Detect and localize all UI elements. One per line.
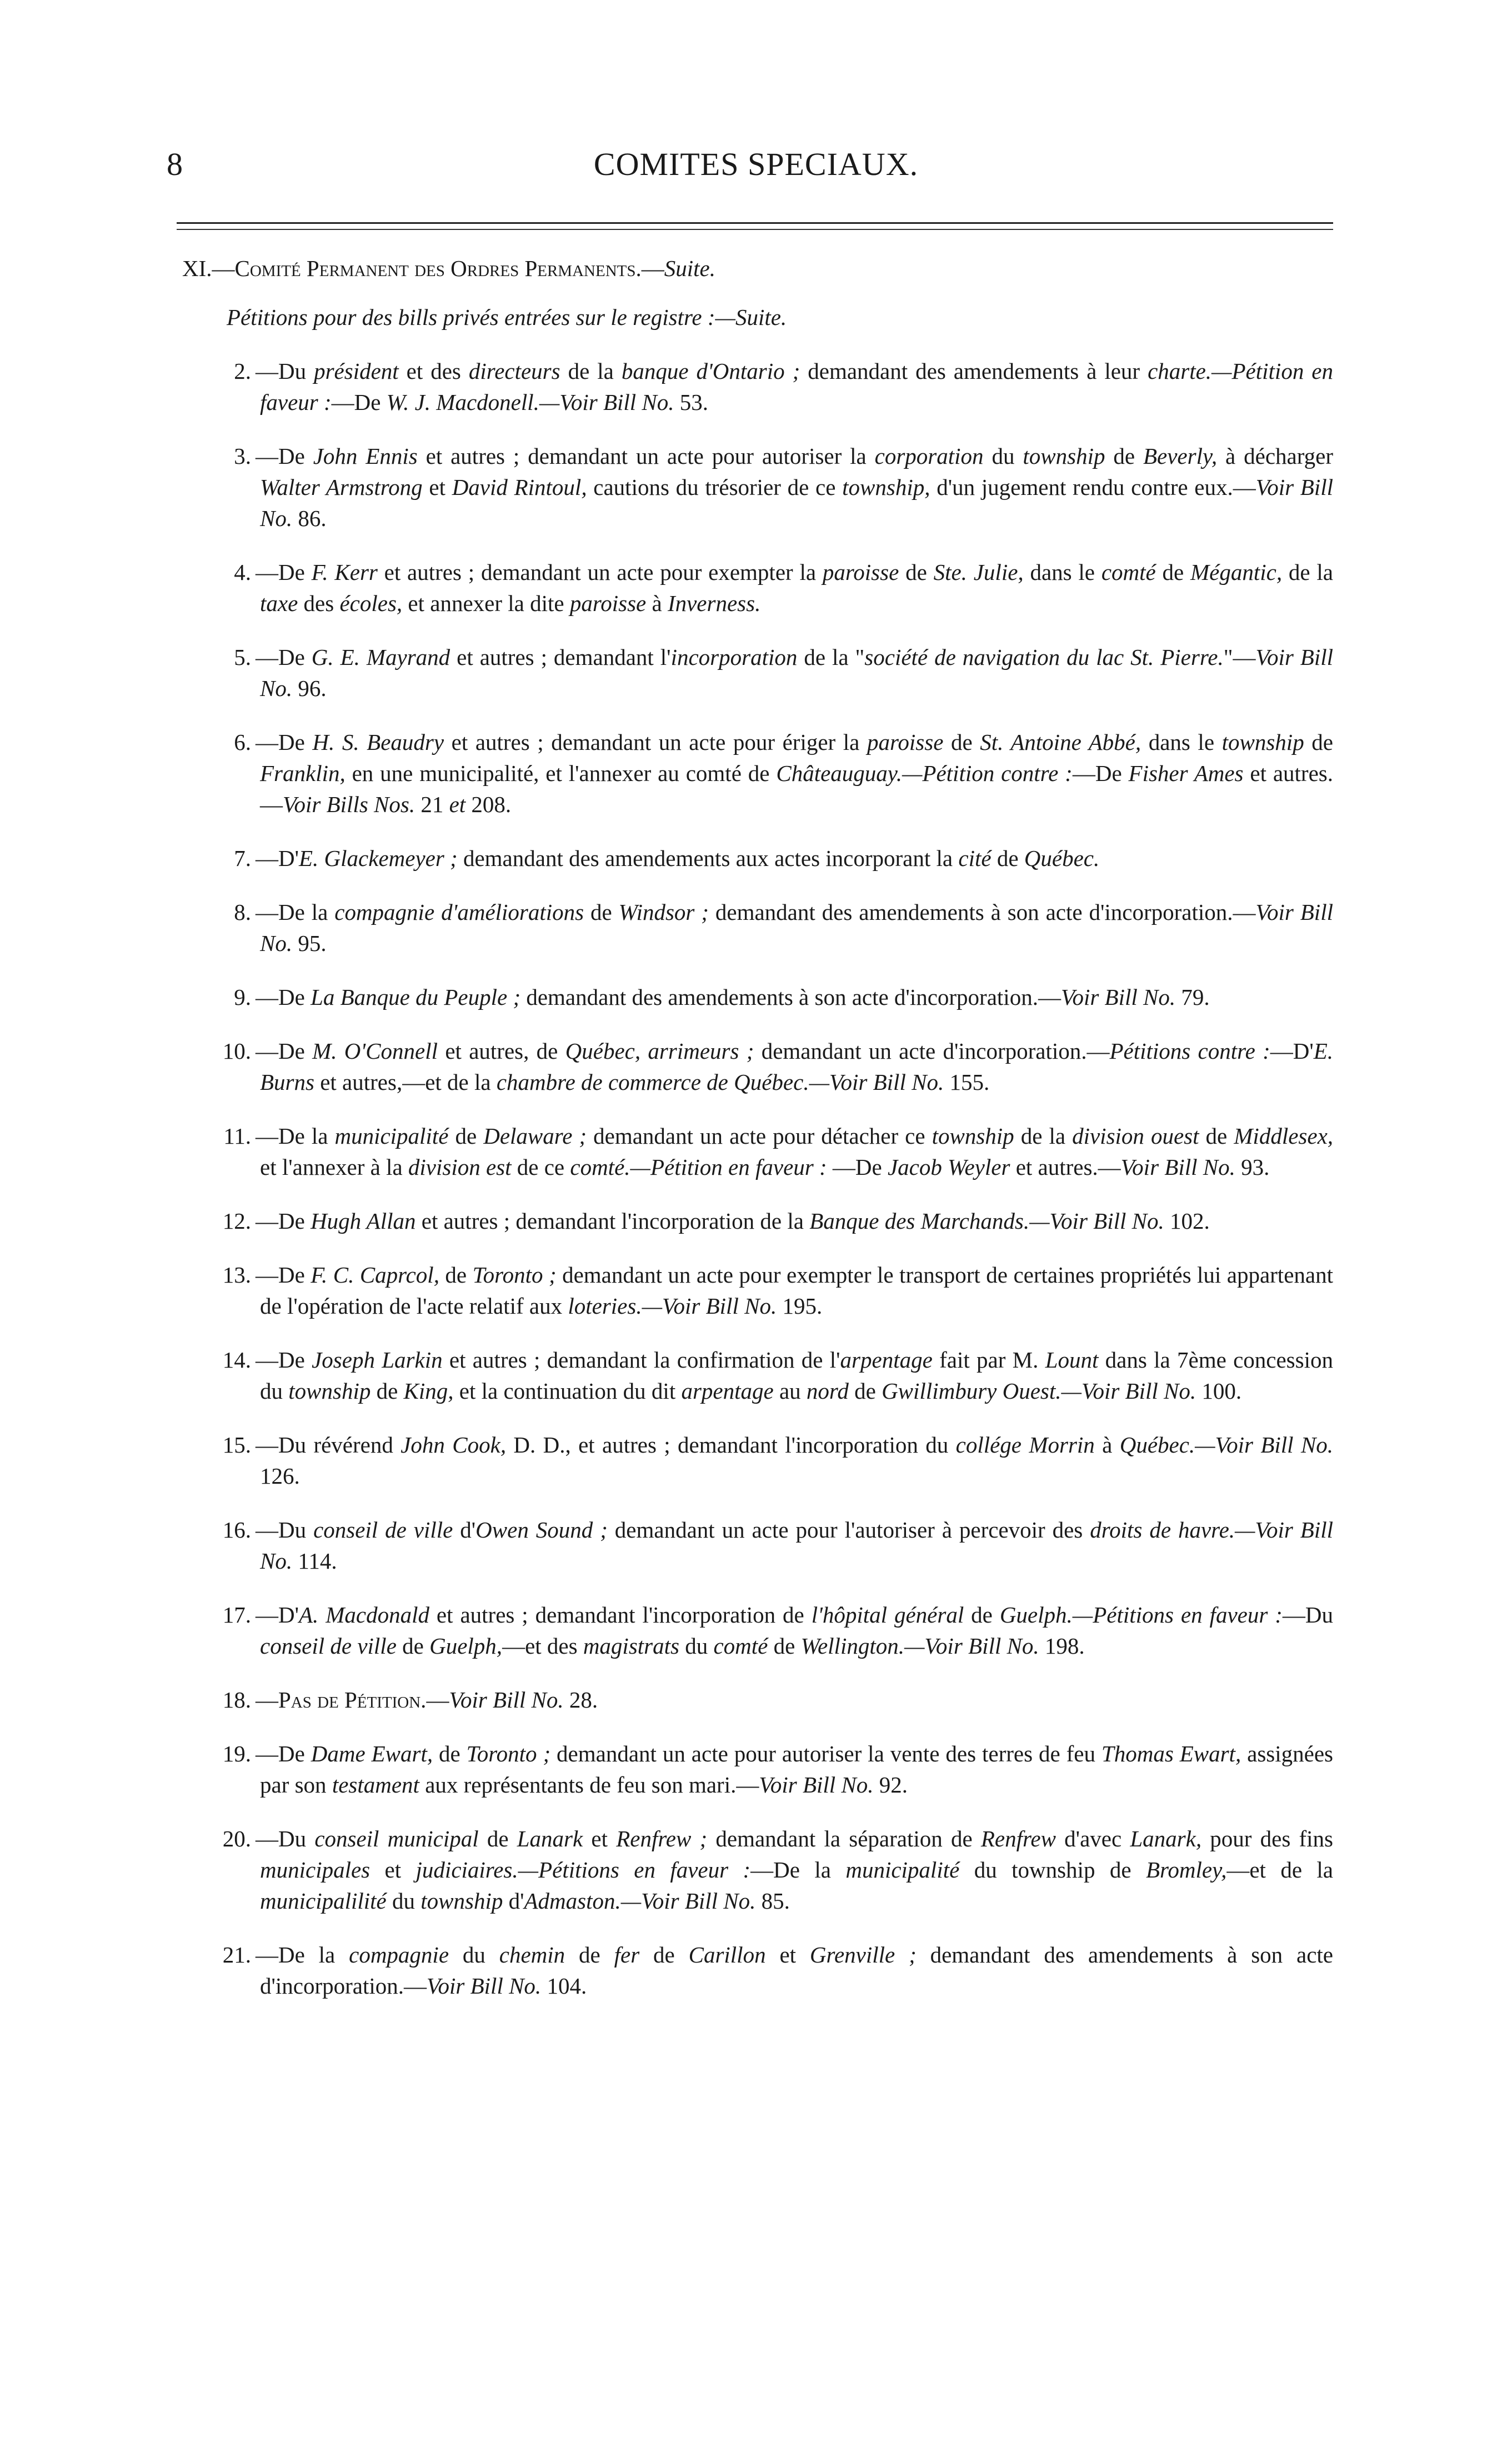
- petition-item: [177, 1823, 1333, 1916]
- item-text: corporation: [874, 443, 984, 469]
- item-text: Lanark,: [1130, 1826, 1202, 1851]
- item-text: Guelph,: [429, 1633, 503, 1659]
- item-text: M. O'Connell: [312, 1038, 438, 1064]
- item-text: Fisher Ames: [1128, 760, 1244, 786]
- item-text: et: [449, 792, 466, 817]
- item-number: 17.: [222, 1602, 251, 1628]
- item-number: 11.: [223, 1123, 251, 1149]
- petition-list: [177, 356, 1333, 2001]
- item-text: comté.—Pétition en faveur :: [570, 1154, 827, 1180]
- item-text: Gwillimbury Ouest.—Voir Bill No.: [882, 1378, 1196, 1404]
- item-text: 155.: [944, 1069, 990, 1095]
- item-text: G. E. Mayrand: [311, 644, 450, 670]
- item-text: 85.: [755, 1888, 790, 1914]
- item-text: d'un jugement rendu contre eux.—: [930, 474, 1256, 500]
- item-text: et autres ; demandant l'incorporation de: [429, 1602, 812, 1628]
- item-text: Voir Bill No.: [1120, 1154, 1235, 1180]
- item-number: 21.: [222, 1942, 251, 1968]
- item-text: —De: [256, 1347, 312, 1373]
- item-text: —De la: [256, 1123, 335, 1149]
- item-text: Jacob Weyler: [887, 1154, 1010, 1180]
- item-text: taxe: [260, 590, 298, 616]
- item-text: et: [583, 1826, 617, 1851]
- item-text: —De: [256, 1038, 313, 1064]
- item-text: —De la: [256, 899, 335, 925]
- item-text: Voir Bill No.: [759, 1772, 874, 1798]
- item-text: et la continuation du dit: [453, 1378, 682, 1404]
- item-text: E. Glackemeyer ;: [299, 845, 458, 871]
- item-text: de: [565, 1942, 614, 1968]
- item-text: demandant un acte pour exempter le transport de certaines propriétés lui appartenant de l'opération de l'acte relatif aux: [260, 1262, 1333, 1319]
- item-text: W. J. Macdonell.—Voir Bill No.: [386, 389, 674, 415]
- item-text: demandant un acte pour détacher ce: [587, 1123, 932, 1149]
- petition-item: [177, 1599, 1333, 1661]
- item-text: Voir Bills Nos.: [283, 792, 415, 817]
- item-text: cité: [958, 845, 992, 871]
- item-text: demandant des amendements à leur: [800, 358, 1148, 384]
- item-text: —D': [1270, 1038, 1314, 1064]
- item-number: 9.: [234, 984, 251, 1010]
- item-number: 15.: [222, 1432, 251, 1458]
- item-text: —D': [256, 845, 299, 871]
- item-text: de: [584, 899, 619, 925]
- item-text: et l'annexer à la: [260, 1154, 408, 1180]
- item-text: testament: [332, 1772, 419, 1798]
- petition-item: [177, 356, 1333, 418]
- item-text: John Cook,: [400, 1432, 507, 1458]
- item-text: demandant un acte pour l'autoriser à percevoir des: [607, 1517, 1090, 1543]
- petition-item: [177, 727, 1333, 820]
- item-text: F. C. Caprcol,: [311, 1262, 439, 1288]
- item-number: 7.: [234, 845, 251, 871]
- item-text: Voir Bill No.: [260, 644, 1334, 701]
- item-text: et autres.—: [1010, 1154, 1121, 1180]
- item-text: demandant des amendements à son acte d'incorporation.—: [708, 899, 1256, 925]
- item-text: —Du: [256, 1517, 314, 1543]
- item-text: et: [765, 1942, 810, 1968]
- item-text: 208.: [465, 792, 512, 817]
- item-text: Carillon: [688, 1942, 766, 1968]
- item-text: et autres ; demandant la confirmation de l': [442, 1347, 840, 1373]
- subheading: Pétitions pour des bills privés entrées sur le registre :—Suite.: [227, 304, 787, 330]
- item-text: dans la 7ème concession du: [260, 1347, 1333, 1404]
- item-text: Banque des Marchands.—Voir Bill No.: [809, 1208, 1164, 1234]
- item-text: et autres ; demandant l'incorporation de la: [415, 1208, 810, 1234]
- page-number: 8: [167, 146, 183, 182]
- item-text: de: [964, 1602, 1000, 1628]
- item-text: à: [1094, 1432, 1120, 1458]
- item-text: et autres ; demandant un acte pour exempter la: [377, 559, 823, 585]
- item-text: chambre de commerce de Québec.—Voir Bill No.: [496, 1069, 944, 1095]
- item-text: township: [1023, 443, 1105, 469]
- item-text: Voir Bill No.: [449, 1687, 564, 1713]
- item-text: —De: [331, 389, 387, 415]
- item-text: 92.: [873, 1772, 908, 1798]
- item-number: 14.: [222, 1347, 251, 1373]
- item-text: Québec, arrimeurs ;: [565, 1038, 754, 1064]
- item-text: et autres ; demandant l': [450, 644, 671, 670]
- item-text: —Du: [256, 358, 314, 384]
- item-text: paroisse: [822, 559, 899, 585]
- petition-item: [177, 1514, 1333, 1576]
- item-text: et annexer la dite: [402, 590, 570, 616]
- item-text: 86.: [292, 505, 327, 531]
- item-text: droits de havre.—Voir Bill No.: [260, 1517, 1333, 1574]
- item-text: Châteauguay.—Pétition contre :: [776, 760, 1073, 786]
- item-text: Toronto ;: [466, 1741, 551, 1766]
- item-text: Joseph Larkin: [312, 1347, 443, 1373]
- item-text: Windsor ;: [618, 899, 709, 925]
- petition-item: [177, 1205, 1333, 1236]
- item-text: —et des: [502, 1633, 583, 1659]
- item-text: F. Kerr: [311, 559, 378, 585]
- item-text: township: [288, 1378, 371, 1404]
- item-text: township: [420, 1888, 503, 1914]
- item-text: —De la: [750, 1857, 846, 1883]
- item-text: Walter Armstrong: [260, 474, 423, 500]
- item-text: 126.: [260, 1463, 300, 1489]
- item-text: président: [314, 358, 399, 384]
- item-text: charte.—Pétition en faveur :: [260, 358, 1333, 415]
- item-text: 96.: [292, 675, 327, 701]
- item-text: à décharger: [1217, 443, 1334, 469]
- item-text: 79.: [1175, 984, 1210, 1010]
- petition-item: [177, 557, 1333, 619]
- item-text: 114.: [292, 1548, 337, 1574]
- item-text: nord: [806, 1378, 849, 1404]
- item-text: de ce: [511, 1154, 570, 1180]
- item-text: 21: [415, 792, 449, 817]
- item-text: de: [639, 1942, 689, 1968]
- item-text: E. Burns: [260, 1038, 1334, 1095]
- item-text: division est: [408, 1154, 512, 1180]
- item-text: township: [932, 1123, 1014, 1149]
- item-text: Beverly,: [1143, 443, 1218, 469]
- item-text: Wellington.—Voir Bill No.: [800, 1633, 1039, 1659]
- item-text: Voir Bill No.: [427, 1973, 542, 1999]
- item-text: municipalité: [334, 1123, 449, 1149]
- item-text: de: [1304, 729, 1333, 755]
- item-number: 19.: [222, 1741, 251, 1766]
- item-text: compagnie: [349, 1942, 449, 1968]
- item-text: "—: [1223, 644, 1256, 670]
- petition-item: [177, 1738, 1333, 1800]
- item-text: de: [1155, 559, 1191, 585]
- item-number: 8.: [234, 899, 251, 925]
- item-text: incorporation: [670, 644, 798, 670]
- item-text: —De: [256, 559, 312, 585]
- item-text: à: [646, 590, 668, 616]
- item-text: judiciaires.—Pétitions en faveur :: [415, 1857, 751, 1883]
- item-text: et: [370, 1857, 416, 1883]
- item-text: dans le: [1141, 729, 1222, 755]
- item-text: —Du révérend: [256, 1432, 401, 1458]
- item-text: Admaston.—Voir Bill No.: [524, 1888, 756, 1914]
- item-text: cautions du trésorier de ce: [587, 474, 843, 500]
- item-text: d'avec: [1055, 1826, 1130, 1851]
- item-text: d': [503, 1888, 524, 1914]
- petition-item: [177, 1344, 1333, 1406]
- item-text: Pas de Pétition.: [278, 1687, 427, 1713]
- item-text: —De la: [256, 1942, 349, 1968]
- item-text: Guelph.—Pétitions en faveur :: [999, 1602, 1283, 1628]
- item-text: demandant des amendements aux actes incorporant la: [457, 845, 959, 871]
- item-text: Voir Bill No.: [1060, 984, 1176, 1010]
- item-text: d': [453, 1517, 476, 1543]
- item-text: comté: [713, 1633, 768, 1659]
- item-text: —: [256, 1687, 278, 1713]
- item-text: directeurs: [468, 358, 560, 384]
- item-text: société de navigation du lac St. Pierre.: [864, 644, 1224, 670]
- item-text: —Du: [1282, 1602, 1334, 1628]
- item-text: —De: [256, 729, 313, 755]
- item-text: Owen Sound ;: [475, 1517, 608, 1543]
- item-number: 6.: [234, 729, 251, 755]
- item-text: —De: [256, 1208, 311, 1234]
- item-text: H. S. Beaudry: [312, 729, 444, 755]
- item-text: magistrats: [583, 1633, 679, 1659]
- item-text: et autres ; demandant un acte pour autoriser la: [417, 443, 875, 469]
- item-text: 102.: [1164, 1208, 1210, 1234]
- item-text: du: [386, 1888, 421, 1914]
- item-text: D. D., et autres ; demandant l'incorporation du: [506, 1432, 956, 1458]
- item-text: Lount: [1045, 1347, 1099, 1373]
- item-text: Renfrew ;: [616, 1826, 708, 1851]
- item-text: de: [1199, 1123, 1234, 1149]
- running-head: COMITES SPECIAUX.: [593, 146, 919, 182]
- item-text: Middlesex,: [1234, 1123, 1334, 1149]
- item-text: de: [768, 1633, 801, 1659]
- item-text: division ouest: [1072, 1123, 1199, 1149]
- item-text: municipalilité: [260, 1888, 387, 1914]
- item-text: Dame Ewart,: [311, 1741, 433, 1766]
- item-text: Voir Bill No.: [260, 899, 1333, 956]
- petition-item: [177, 1035, 1333, 1098]
- item-text: Pétitions contre :: [1109, 1038, 1270, 1064]
- petition-item: [177, 1259, 1333, 1321]
- item-text: conseil municipal: [314, 1826, 479, 1851]
- petition-item: [177, 1684, 1333, 1715]
- item-text: conseil de ville: [260, 1633, 397, 1659]
- item-text: arpentage: [681, 1378, 774, 1404]
- item-text: de: [478, 1826, 517, 1851]
- item-text: banque d'Ontario ;: [621, 358, 800, 384]
- item-text: de: [1105, 443, 1143, 469]
- item-text: en une municipalité, et l'annexer au comté de: [345, 760, 777, 786]
- item-text: Québec.: [1024, 845, 1100, 871]
- petition-item: [177, 897, 1333, 959]
- item-text: Hugh Allan: [311, 1208, 416, 1234]
- item-text: —D': [256, 1602, 299, 1628]
- item-text: loteries.—Voir Bill No.: [568, 1293, 777, 1319]
- item-text: du: [983, 443, 1023, 469]
- item-text: King,: [403, 1378, 454, 1404]
- petition-item: [177, 642, 1333, 704]
- item-text: demandant des amendements à son acte d'incorporation.—: [520, 984, 1061, 1010]
- item-text: de la: [1014, 1123, 1073, 1149]
- item-number: 4.: [234, 559, 251, 585]
- petition-item: [177, 440, 1333, 534]
- item-number: 16.: [222, 1517, 251, 1543]
- item-text: —De: [256, 1262, 311, 1288]
- item-text: St. Antoine Abbé,: [980, 729, 1141, 755]
- item-text: de: [848, 1378, 882, 1404]
- header-rule: [177, 222, 1333, 230]
- item-number: 3.: [234, 443, 251, 469]
- item-text: Renfrew: [980, 1826, 1056, 1851]
- item-text: 198.: [1039, 1633, 1085, 1659]
- petition-item: [177, 982, 1333, 1013]
- item-text: compagnie d'améliorations: [334, 899, 584, 925]
- page-body: [177, 253, 1333, 2021]
- item-text: du: [679, 1633, 714, 1659]
- item-text: Québec.—Voir Bill No.: [1119, 1432, 1333, 1458]
- item-text: —De: [256, 984, 311, 1010]
- item-text: et autres.—: [260, 760, 1333, 817]
- item-text: Delaware ;: [483, 1123, 587, 1149]
- item-text: —et de la: [1226, 1857, 1333, 1883]
- item-text: de: [991, 845, 1024, 871]
- item-text: de la ": [797, 644, 865, 670]
- item-text: et autres,—et de la: [314, 1069, 497, 1095]
- item-text: Franklin,: [260, 760, 346, 786]
- item-text: —De: [827, 1154, 888, 1180]
- item-text: Toronto ;: [472, 1262, 557, 1288]
- item-text: écoles,: [339, 590, 403, 616]
- item-number: 10.: [222, 1038, 251, 1064]
- item-text: des: [298, 590, 340, 616]
- item-text: de: [433, 1741, 467, 1766]
- item-text: —De: [256, 1741, 311, 1766]
- petition-item: [177, 1939, 1333, 2001]
- item-text: demandant un acte d'incorporation.—: [754, 1038, 1110, 1064]
- item-text: Voir Bill No.: [260, 474, 1333, 531]
- item-text: demandant des amendements à son acte d'incorporation.—: [260, 1942, 1334, 1999]
- item-text: fait par M.: [932, 1347, 1045, 1373]
- item-text: de la: [560, 358, 622, 384]
- item-text: municipales: [260, 1857, 371, 1883]
- item-text: municipalité: [845, 1857, 960, 1883]
- item-text: l'hôpital général: [811, 1602, 964, 1628]
- item-text: aux représentants de feu son mari.—: [419, 1772, 759, 1798]
- item-text: David Rintoul,: [452, 474, 587, 500]
- section-number: XI.: [182, 256, 212, 281]
- item-text: du township de: [959, 1857, 1146, 1883]
- item-text: Lanark: [517, 1826, 583, 1851]
- item-text: demandant la séparation de: [707, 1826, 981, 1851]
- item-text: 104.: [541, 1973, 587, 1999]
- item-number: 12.: [222, 1208, 251, 1234]
- petition-item: [177, 843, 1333, 874]
- item-text: 28.: [563, 1687, 598, 1713]
- item-number: 5.: [234, 644, 251, 670]
- item-text: demandant un acte pour autoriser la vente des terres de feu: [550, 1741, 1102, 1766]
- item-number: 13.: [222, 1262, 251, 1288]
- item-text: Bromley,: [1145, 1857, 1227, 1883]
- item-text: comté: [1101, 559, 1156, 585]
- item-text: John Ennis: [313, 443, 418, 469]
- item-text: 95.: [292, 930, 327, 956]
- item-text: assignées par son: [260, 1741, 1333, 1798]
- item-text: pour des fins: [1201, 1826, 1334, 1851]
- item-text: township: [1221, 729, 1304, 755]
- item-text: de: [439, 1262, 473, 1288]
- item-text: de: [371, 1378, 404, 1404]
- item-text: —: [426, 1687, 449, 1713]
- item-text: collége Morrin: [955, 1432, 1095, 1458]
- petition-item: [177, 1429, 1333, 1491]
- item-text: de la: [1282, 559, 1333, 585]
- section-title: Comité Permanent des Ordres Permanents.: [234, 256, 642, 281]
- item-text: Mégantic,: [1190, 559, 1283, 585]
- item-text: township,: [842, 474, 930, 500]
- item-text: de: [943, 729, 980, 755]
- item-number: 18.: [222, 1687, 251, 1713]
- petition-item: [177, 1120, 1333, 1183]
- item-text: 100.: [1196, 1378, 1242, 1404]
- item-text: et des: [398, 358, 469, 384]
- section-heading: XI.—Comité Permanent des Ordres Permanents.—Suite.: [182, 256, 715, 281]
- item-text: —De: [256, 644, 312, 670]
- item-text: A. Macdonald: [299, 1602, 429, 1628]
- item-text: conseil de ville: [313, 1517, 453, 1543]
- item-text: Grenville ;: [809, 1942, 917, 1968]
- item-text: du: [449, 1942, 499, 1968]
- item-text: arpentage: [840, 1347, 933, 1373]
- item-text: au: [773, 1378, 807, 1404]
- item-text: de: [899, 559, 934, 585]
- item-text: fer: [614, 1942, 640, 1968]
- section-suffix: Suite.: [664, 256, 715, 281]
- item-text: de: [396, 1633, 430, 1659]
- item-text: et autres ; demandant un acte pour ériger la: [444, 729, 867, 755]
- item-text: 53.: [674, 389, 709, 415]
- item-text: Thomas Ewart,: [1101, 1741, 1241, 1766]
- item-text: de: [448, 1123, 484, 1149]
- item-text: Ste. Julie,: [933, 559, 1024, 585]
- item-number: 2.: [234, 358, 251, 384]
- item-number: 20.: [222, 1826, 251, 1851]
- item-text: —De: [1072, 760, 1129, 786]
- item-text: 195.: [777, 1293, 823, 1319]
- item-text: —De: [256, 443, 313, 469]
- item-text: Inverness.: [667, 590, 761, 616]
- item-text: La Banque du Peuple ;: [311, 984, 521, 1010]
- item-text: et: [422, 474, 452, 500]
- item-text: et autres, de: [438, 1038, 565, 1064]
- item-text: dans le: [1023, 559, 1102, 585]
- item-text: 93.: [1235, 1154, 1270, 1180]
- item-text: paroisse: [569, 590, 647, 616]
- item-text: paroisse: [867, 729, 944, 755]
- item-text: chemin: [499, 1942, 565, 1968]
- item-text: —Du: [256, 1826, 315, 1851]
